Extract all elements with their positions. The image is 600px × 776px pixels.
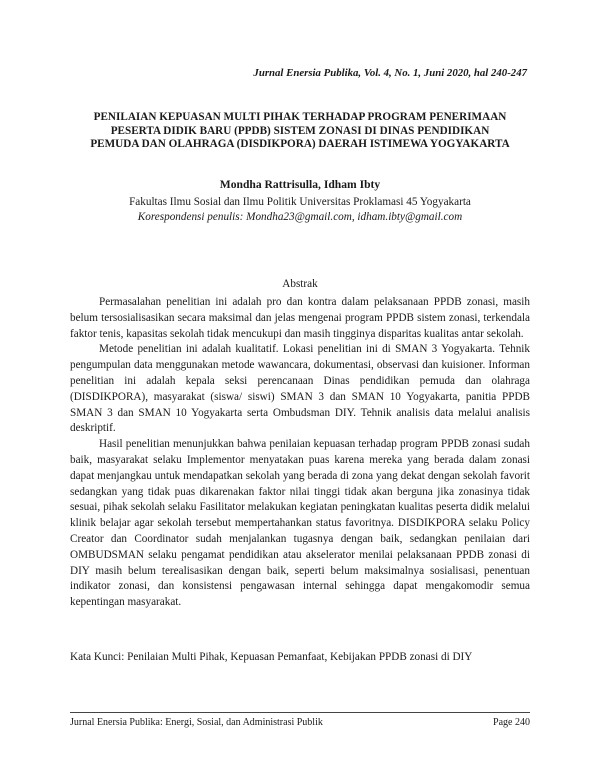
footer-divider bbox=[70, 712, 530, 713]
keywords: Kata Kunci: Penilaian Multi Pihak, Kepuasan Pemanfaat, Kebijakan PPDB zonasi di DIY bbox=[70, 651, 473, 663]
correspondence: Korespondensi penulis: Mondha23@gmail.com, idham.ibty@gmail.com bbox=[137, 211, 463, 223]
title-line: PENILAIAN KEPUASAN MULTI PIHAK TERHADAP PROGRAM PENERIMAAN bbox=[93, 111, 507, 123]
abstract-body bbox=[70, 295, 530, 611]
authors: Mondha Rattrisulla, Idham Ibty bbox=[219, 178, 381, 191]
journal-reference: Jurnal Enersia Publika, Vol. 4, No. 1, Juni 2020, hal 240-247 bbox=[253, 67, 527, 79]
footer-journal-name: Jurnal Enersia Publika: Energi, Sosial, dan Administrasi Publik bbox=[70, 717, 323, 728]
abstract-paragraph: Permasalahan penelitian ini adalah pro dan kontra dalam pelaksanaan PPDB zonasi, masih belum tersosialisasikan secara maksimal dan jelas mengenai program PPDB sistem zonasi, terkendala faktor tenis, kapasitas sekolah tidak mencukupi dan masih tingginya disparitas kualitas antar sekolah. bbox=[70, 296, 530, 340]
affiliation: Fakultas Ilmu Sosial dan Ilmu Politik Universitas Proklamasi 45 Yogyakarta bbox=[129, 196, 471, 208]
abstract-paragraph: Metode penelitian ini adalah kualitatif. Lokasi penelitian ini di SMAN 3 Yogyakarta. Tehnik pengumpulan data menggunakan metode wawancara, dokumentasi, observasi dan kuisioner. Informan penelitian ini adalah kepala seksi perencanaan Dinas pendidikan pemuda dan olahraga (DISDIKPORA), masyarakat (siswa/ siswi) SMAN 3 dan SMAN 10 Yogyakarta, panitia PPDB SMAN 3 dan SMAN 10 Yogyakarta serta Ombudsman DIY. Tehnik analisis data melalui analisis deskriptif. bbox=[70, 343, 530, 435]
title-line: PEMUDA DAN OLAHRAGA (DISDIKPORA) DAERAH ISTIMEWA YOGYAKARTA bbox=[90, 138, 510, 151]
title-line: PESERTA DIDIK BARU (PPDB) SISTEM ZONASI DI DINAS PENDIDIKAN bbox=[110, 124, 490, 137]
article-title bbox=[60, 111, 540, 152]
abstract-heading: Abstrak bbox=[282, 278, 318, 290]
page-number: Page 240 bbox=[493, 717, 530, 728]
abstract-paragraph: Hasil penelitian menunjukkan bahwa penilaian kepuasan terhadap program PPDB zonasi sudah baik, masyarakat selaku Implementor menyatakan puas karena mereka yang berada dalam zonasi dapat menjangkau untuk mendapatkan sekolah yang berada di zona yang dekat dengan sekolah favorit sedangkan yang tidak puas dikarenakan faktor nilai tinggi tidak akan berguna jika zonasinya tidak sesuai, pihak sekolah selaku Fasilitator melakukan kegiatan peningkatan kualitas peserta didik melalui klinik belajar agar sekolah tersebut mempertahankan status favoritnya. DISDIKPORA selaku Policy Creator dan Coordinator sudah menjalankan tugasnya dengan baik, sedangkan penilaian dari OMBUDSMAN selaku pengamat pendidikan atau akselerator menilai pelaksanaan PPDB zonasi di DIY masih belum terealisasikan dengan baik, seperti belum maksimalnya sosialisasi, penentuan indikator zonasi, dan konsistensi pengawasan internal sehingga dapat mengakomodir semua kepentingan masyarakat. bbox=[70, 438, 530, 609]
